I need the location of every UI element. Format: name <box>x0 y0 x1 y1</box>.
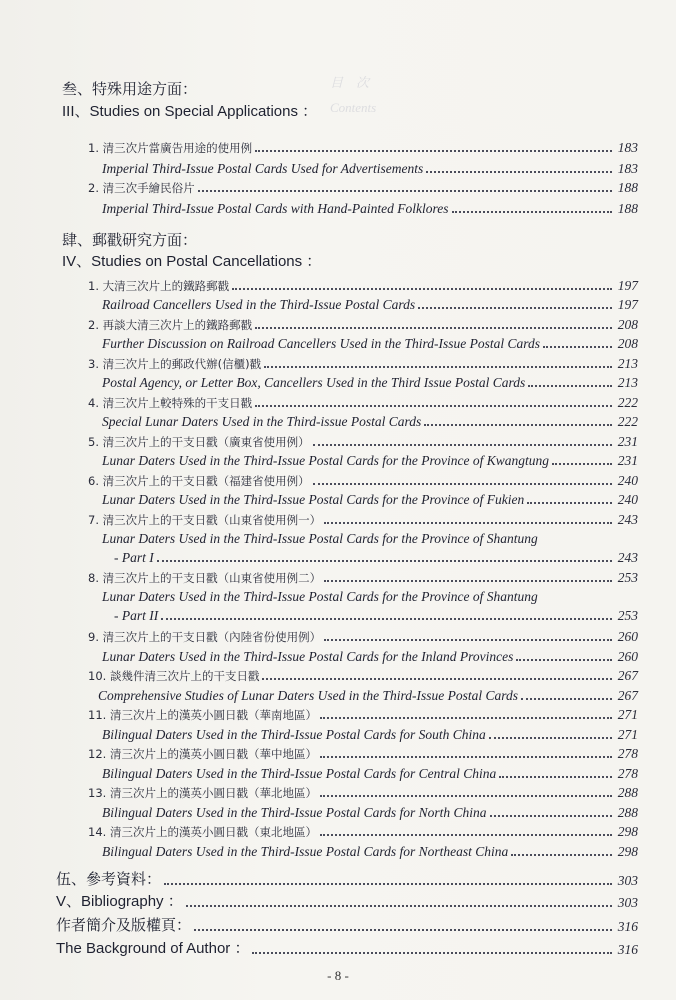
entry-page: 188 <box>617 201 638 216</box>
toc-entry[interactable] <box>88 178 638 196</box>
toc-entry[interactable] <box>88 548 638 566</box>
section-heading-zh: 叁、特殊用途方面： <box>62 80 198 98</box>
entry-title-continued: Lunar Daters Used in the Third-Issue Postal Cards for the Province of Shantung <box>102 589 538 604</box>
entry-title: Postal Agency, or Letter Box, Cancellers Used in the Third Issue Postal Cards <box>102 375 526 390</box>
entry-page: 288 <box>617 785 638 800</box>
toc-entry-author-en[interactable] <box>56 940 638 958</box>
toc-entry[interactable] <box>88 334 638 352</box>
entry-title: 6. 清三次片上的干支日戳（福建省使用例） <box>88 474 310 488</box>
entry-page: 213 <box>617 356 638 371</box>
bleed-through-text: Contents <box>330 100 377 115</box>
entry-title: 12. 清三次片上的漢英小圓日戳（華中地區） <box>88 747 317 761</box>
dot-leader <box>161 618 612 620</box>
toc-entry[interactable] <box>88 647 638 665</box>
toc-entry[interactable] <box>88 138 638 156</box>
entry-page: 278 <box>617 746 638 761</box>
toc-entry[interactable] <box>88 666 638 684</box>
dot-leader <box>252 952 611 954</box>
toc-entry[interactable] <box>88 725 638 743</box>
entry-page: 303 <box>617 873 638 888</box>
dot-leader <box>489 737 612 739</box>
toc-entry[interactable] <box>88 295 638 313</box>
entry-title: Lunar Daters Used in the Third-Issue Postal Cards for the Province of Fukien <box>102 492 525 507</box>
entry-title: Bilingual Daters Used in the Third-Issue Postal Cards for South China <box>102 727 486 742</box>
dot-leader <box>490 815 612 817</box>
dot-leader <box>418 307 612 309</box>
dot-leader <box>313 444 612 446</box>
entry-page: 197 <box>617 278 638 293</box>
entry-page: 231 <box>617 434 638 449</box>
dot-leader <box>324 580 612 582</box>
entry-page: 316 <box>617 919 638 934</box>
dot-leader <box>320 795 612 797</box>
entry-page: 231 <box>617 453 638 468</box>
entry-title: 11. 清三次片上的漢英小圓日戳（華南地區） <box>88 708 317 722</box>
entry-page: 240 <box>617 492 638 507</box>
entry-title: 2. 再談大清三次片上的鐵路郵戳 <box>88 318 253 332</box>
entry-title: 作者簡介及版權頁： <box>56 916 192 934</box>
dot-leader <box>521 698 612 700</box>
entry-page: 271 <box>617 727 638 742</box>
entry-page: 183 <box>617 140 638 155</box>
entry-page: 271 <box>617 707 638 722</box>
dot-leader <box>324 639 612 641</box>
entry-title: 3. 清三次片上的郵政代辦(信櫃)戳 <box>88 357 262 371</box>
dot-leader <box>324 522 612 524</box>
toc-entry[interactable] <box>88 412 638 430</box>
toc-entry[interactable] <box>88 783 638 801</box>
entry-title: 13. 清三次片上的漢英小圓日戳（華北地區） <box>88 786 317 800</box>
entry-title-continued: Lunar Daters Used in the Third-Issue Postal Cards for the Province of Shantung <box>102 531 538 546</box>
entry-page: 240 <box>617 473 638 488</box>
dot-leader <box>543 346 612 348</box>
entry-title: 8. 清三次片上的干支日戳（山東省使用例二） <box>88 571 322 585</box>
bleed-through-text: 目 次 <box>330 75 370 90</box>
dot-leader <box>452 211 612 213</box>
dot-leader <box>232 288 612 290</box>
entry-page: 243 <box>617 512 638 527</box>
entry-title: - Part I <box>114 550 154 565</box>
dot-leader <box>194 929 612 931</box>
dot-leader <box>424 424 611 426</box>
dot-leader <box>499 776 611 778</box>
entry-title: Bilingual Daters Used in the Third-Issue Postal Cards for Central China <box>102 766 497 781</box>
entry-page: 288 <box>617 805 638 820</box>
dot-leader <box>516 659 611 661</box>
entry-page: 188 <box>617 180 638 195</box>
entry-page: 208 <box>617 317 638 332</box>
toc-entry-bibliography-en[interactable] <box>56 893 638 911</box>
dot-leader <box>313 483 612 485</box>
entry-title: 伍、參考資料： <box>56 870 162 888</box>
dot-leader <box>528 385 612 387</box>
entry-title: Bilingual Daters Used in the Third-Issue Postal Cards for North China <box>102 805 487 820</box>
toc-entry-author-zh[interactable] <box>56 917 638 935</box>
entry-page: 260 <box>617 649 638 664</box>
page-number: - 8 - <box>327 968 349 983</box>
toc-entry[interactable] <box>88 822 638 840</box>
entry-page: 278 <box>617 766 638 781</box>
dot-leader <box>186 905 612 907</box>
toc-entry[interactable] <box>88 803 638 821</box>
entry-page: 222 <box>617 395 638 410</box>
toc-entry-bibliography-zh[interactable] <box>56 871 638 889</box>
entry-title: 4. 清三次片上較特殊的干支日戳 <box>88 396 253 410</box>
entry-title: Further Discussion on Railroad Cancellers Used in the Third-Issue Postal Cards <box>102 336 540 351</box>
dot-leader <box>320 834 612 836</box>
toc-entry[interactable] <box>88 606 638 624</box>
section-heading-en: IV、Studies on Postal Cancellations ： <box>62 253 322 270</box>
toc-entry[interactable] <box>88 451 638 469</box>
toc-entry[interactable] <box>88 276 638 294</box>
dot-leader <box>511 854 611 856</box>
entry-title: 10. 談幾件清三次片上的干支日戳 <box>88 669 260 683</box>
entry-page: 260 <box>617 629 638 644</box>
toc-entry[interactable] <box>88 199 638 217</box>
toc-entry[interactable] <box>88 510 638 528</box>
entry-title: Imperial Third-Issue Postal Cards with Hand-Painted Folklores <box>102 201 449 216</box>
toc-entry[interactable] <box>88 373 638 391</box>
entry-page: 243 <box>617 550 638 565</box>
entry-title: 2. 清三次手繪民俗片 <box>88 181 195 195</box>
dot-leader <box>255 150 612 152</box>
entry-page: 298 <box>617 844 638 859</box>
entry-title: Special Lunar Daters Used in the Third-issue Postal Cards <box>102 414 422 429</box>
entry-page: 213 <box>617 375 638 390</box>
entry-page: 267 <box>617 688 638 703</box>
toc-entry[interactable] <box>88 764 638 782</box>
entry-title: The Background of Author ： <box>56 940 250 957</box>
entry-page: 183 <box>617 161 638 176</box>
toc-entry[interactable] <box>88 490 638 508</box>
dot-leader <box>157 560 612 562</box>
entry-page: 253 <box>617 570 638 585</box>
toc-entry[interactable] <box>88 686 638 704</box>
entry-page: 303 <box>617 895 638 910</box>
toc-entry[interactable] <box>88 393 638 411</box>
toc-entry[interactable] <box>88 315 638 333</box>
toc-entry[interactable] <box>88 471 638 489</box>
entry-page: 316 <box>617 942 638 957</box>
toc-entry[interactable] <box>88 568 638 586</box>
toc-entry[interactable] <box>88 432 638 450</box>
dot-leader <box>552 463 612 465</box>
entry-page: 253 <box>617 608 638 623</box>
entry-title: Comprehensive Studies of Lunar Daters Used in the Third-Issue Postal Cards <box>98 688 518 703</box>
entry-title: 9. 清三次片上的干支日戳（內陸省份使用例） <box>88 630 322 644</box>
toc-entry[interactable] <box>88 744 638 762</box>
dot-leader <box>198 190 612 192</box>
dot-leader <box>255 405 612 407</box>
entry-page: 197 <box>617 297 638 312</box>
entry-page: 298 <box>617 824 638 839</box>
entry-title: - Part II <box>114 608 159 623</box>
entry-title: Lunar Daters Used in the Third-Issue Postal Cards for the Province of Kwangtung <box>102 453 549 468</box>
section-heading-en: III、Studies on Special Applications ： <box>62 103 318 120</box>
section-heading-zh: 肆、郵戳研究方面： <box>62 231 198 249</box>
dot-leader <box>164 883 612 885</box>
entry-page: 208 <box>617 336 638 351</box>
entry-title: V、Bibliography ： <box>56 893 183 910</box>
toc-entry[interactable] <box>88 354 638 372</box>
entry-title: 1. 清三次片當廣告用途的使用例 <box>88 141 253 155</box>
entry-page: 267 <box>617 668 638 683</box>
toc-entry[interactable] <box>88 705 638 723</box>
dot-leader <box>527 502 612 504</box>
dot-leader <box>264 366 612 368</box>
entry-title: Railroad Cancellers Used in the Third-Issue Postal Cards <box>102 297 416 312</box>
entry-title: 14. 清三次片上的漢英小圓日戳（東北地區） <box>88 825 317 839</box>
entry-title: 5. 清三次片上的干支日戳（廣東省使用例） <box>88 435 310 449</box>
dot-leader <box>426 171 612 173</box>
dot-leader <box>320 756 612 758</box>
toc-entry[interactable] <box>88 159 638 177</box>
entry-title: Lunar Daters Used in the Third-Issue Postal Cards for the Inland Provinces <box>102 649 514 664</box>
toc-entry[interactable] <box>88 842 638 860</box>
dot-leader <box>320 717 612 719</box>
dot-leader <box>262 678 611 680</box>
dot-leader <box>255 327 612 329</box>
entry-page: 222 <box>617 414 638 429</box>
entry-title: 1. 大清三次片上的鐵路郵戳 <box>88 279 230 293</box>
toc-entry[interactable] <box>88 627 638 645</box>
entry-title: Imperial Third-Issue Postal Cards Used for Advertisements <box>102 161 424 176</box>
entry-title: 7. 清三次片上的干支日戳（山東省使用例一） <box>88 513 322 527</box>
entry-title: Bilingual Daters Used in the Third-Issue Postal Cards for Northeast China <box>102 844 509 859</box>
